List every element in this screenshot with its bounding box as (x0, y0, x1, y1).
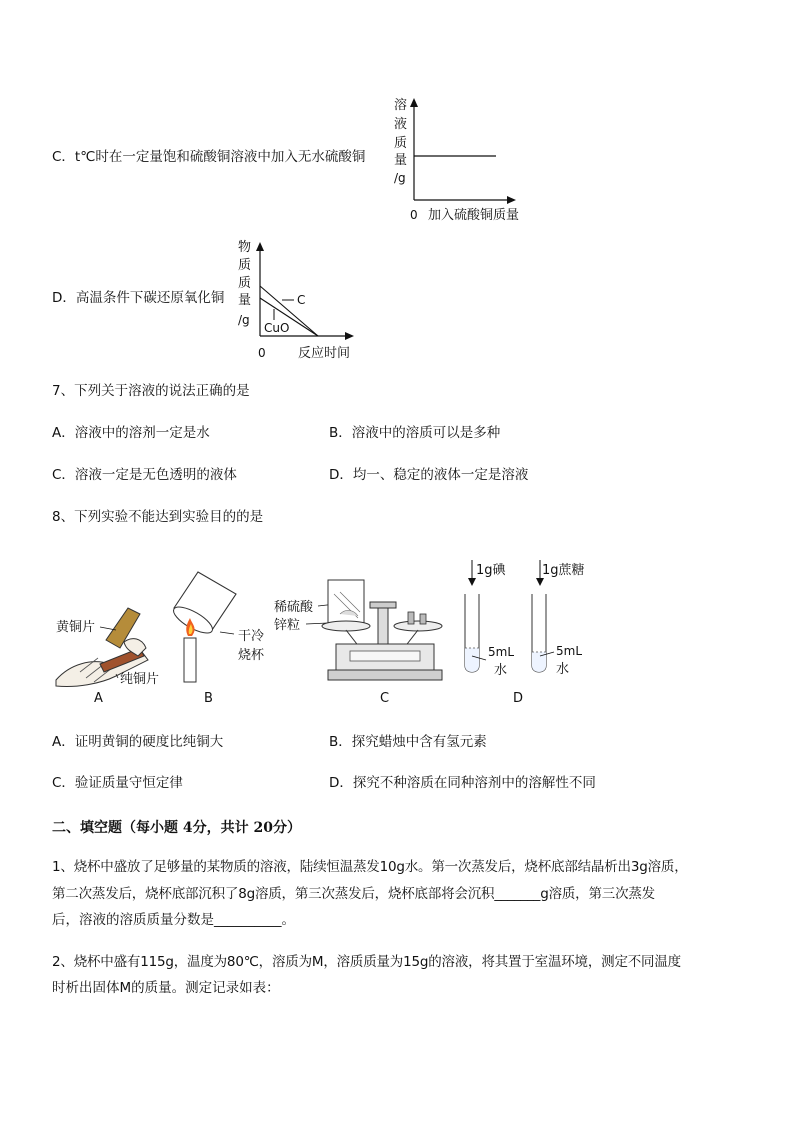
figure-letter-d: D (513, 691, 524, 706)
figure-b-candle (184, 618, 196, 682)
q6-d-ylabel-2: 质 (238, 258, 252, 273)
q6-d-xlabel: 反应时间 (298, 346, 351, 361)
q8-experiment-figure (40, 552, 600, 712)
q6-c-y-arrow (410, 98, 418, 107)
q6-c-origin: 0 (410, 208, 418, 222)
q6-c-ylabel-1: 溶 (394, 98, 408, 113)
q6-d-ylabel-4: 量 (238, 293, 252, 308)
figure-letter-b: B (204, 691, 213, 706)
s2-q1-line3: 后，溶液的溶质质量分数是__________。 (52, 912, 295, 928)
figure-d-tube-2 (532, 594, 546, 672)
q6-d-ylabel-5: /g (238, 313, 250, 327)
q6-c-xlabel: 加入硫酸铜质量 (428, 208, 520, 223)
q6-c-ylabel-3: 质 (394, 136, 408, 151)
s2-q1-line1: 1、烧杯中盛放了足够量的某物质的溶液，陆续恒温蒸发10g水。第一次蒸发后，烧杯底部结晶析出3g溶质， (52, 859, 688, 875)
figure-b-label-1: 干冷 (238, 629, 265, 644)
figure-b-label-2: 烧杯 (238, 648, 265, 663)
q6-c-x-arrow (507, 196, 516, 204)
figure-d-water-1b: 水 (494, 663, 508, 678)
q7-option-b: B．溶液中的溶质可以是多种 (329, 425, 501, 441)
q6-d-label-c: C (297, 293, 306, 307)
figure-c-label-2: 锌粒 (274, 618, 301, 633)
figure-d-tube-1 (465, 594, 479, 672)
figure-letter-c: C (380, 691, 390, 706)
figure-d-label-sucrose: 1g蔗糖 (542, 563, 585, 578)
q7-option-a: A．溶液中的溶剂一定是水 (52, 425, 210, 441)
q6-c-ylabel-2: 液 (394, 117, 408, 132)
q6-d-ylabel-1: 物 (238, 240, 252, 255)
q6-c-graph (388, 96, 538, 226)
q8-option-d: D．探究不种溶质在同种溶剂中的溶解性不同 (329, 775, 596, 791)
figure-b-beaker (170, 572, 236, 638)
q8-option-a: A．证明黄铜的硬度比纯铜大 (52, 734, 224, 750)
q6-option-c-text: C．t℃时在一定量饱和硫酸铜溶液中加入无水硫酸铜 (52, 149, 366, 165)
figure-d-water-2b: 水 (556, 662, 570, 677)
q6-c-ylabel-4: 量 (394, 153, 408, 168)
q6-c-ylabel-5: /g (394, 171, 406, 185)
s2-q1-line2: 第二次蒸发后，烧杯底部沉积了8g溶质，第三次蒸发后，烧杯底部将会沉积_______g溶质，第三次蒸发 (52, 886, 655, 902)
figure-a-label-bottom: 纯铜片 (120, 672, 160, 687)
q6-d-x-arrow (345, 332, 354, 340)
figure-c-label-1: 稀硫酸 (274, 600, 314, 615)
section-2-title: 二、填空题（每小题 4分，共计 20分） (52, 820, 301, 836)
q8-stem: 8、下列实验不能达到实验目的的是 (52, 509, 264, 525)
figure-d-label-iodine: 1g碘 (476, 563, 506, 578)
q6-d-origin: 0 (258, 346, 266, 360)
q7-option-c: C．溶液一定是无色透明的液体 (52, 467, 237, 483)
q8-option-c: C．验证质量守恒定律 (52, 775, 183, 791)
q8-option-b: B．探究蜡烛中含有氢元素 (329, 734, 487, 750)
figure-letter-a: A (94, 691, 103, 706)
q7-stem: 7、下列关于溶液的说法正确的是 (52, 383, 250, 399)
s2-q2-line1: 2、烧杯中盛有115g，温度为80℃，溶质为M，溶质质量为15g的溶液，将其置于室温环境，测定不同温度 (52, 954, 681, 970)
figure-a-label-top: 黄铜片 (56, 620, 96, 635)
figure-d-water-2: 5mL (556, 644, 583, 658)
figure-c-balance (322, 580, 442, 680)
q6-option-d-text: D．高温条件下碳还原氧化铜 (52, 290, 225, 306)
s2-q2-line2: 时析出固体M的质量。测定记录如表： (52, 980, 280, 996)
q7-option-d: D．均一、稳定的液体一定是溶液 (329, 467, 529, 483)
figure-d-water-1: 5mL (488, 645, 515, 659)
q6-d-y-arrow (256, 242, 264, 251)
q6-d-ylabel-3: 质 (238, 276, 252, 291)
q6-d-graph (232, 236, 362, 364)
q6-d-label-cuo: CuO (264, 321, 290, 335)
